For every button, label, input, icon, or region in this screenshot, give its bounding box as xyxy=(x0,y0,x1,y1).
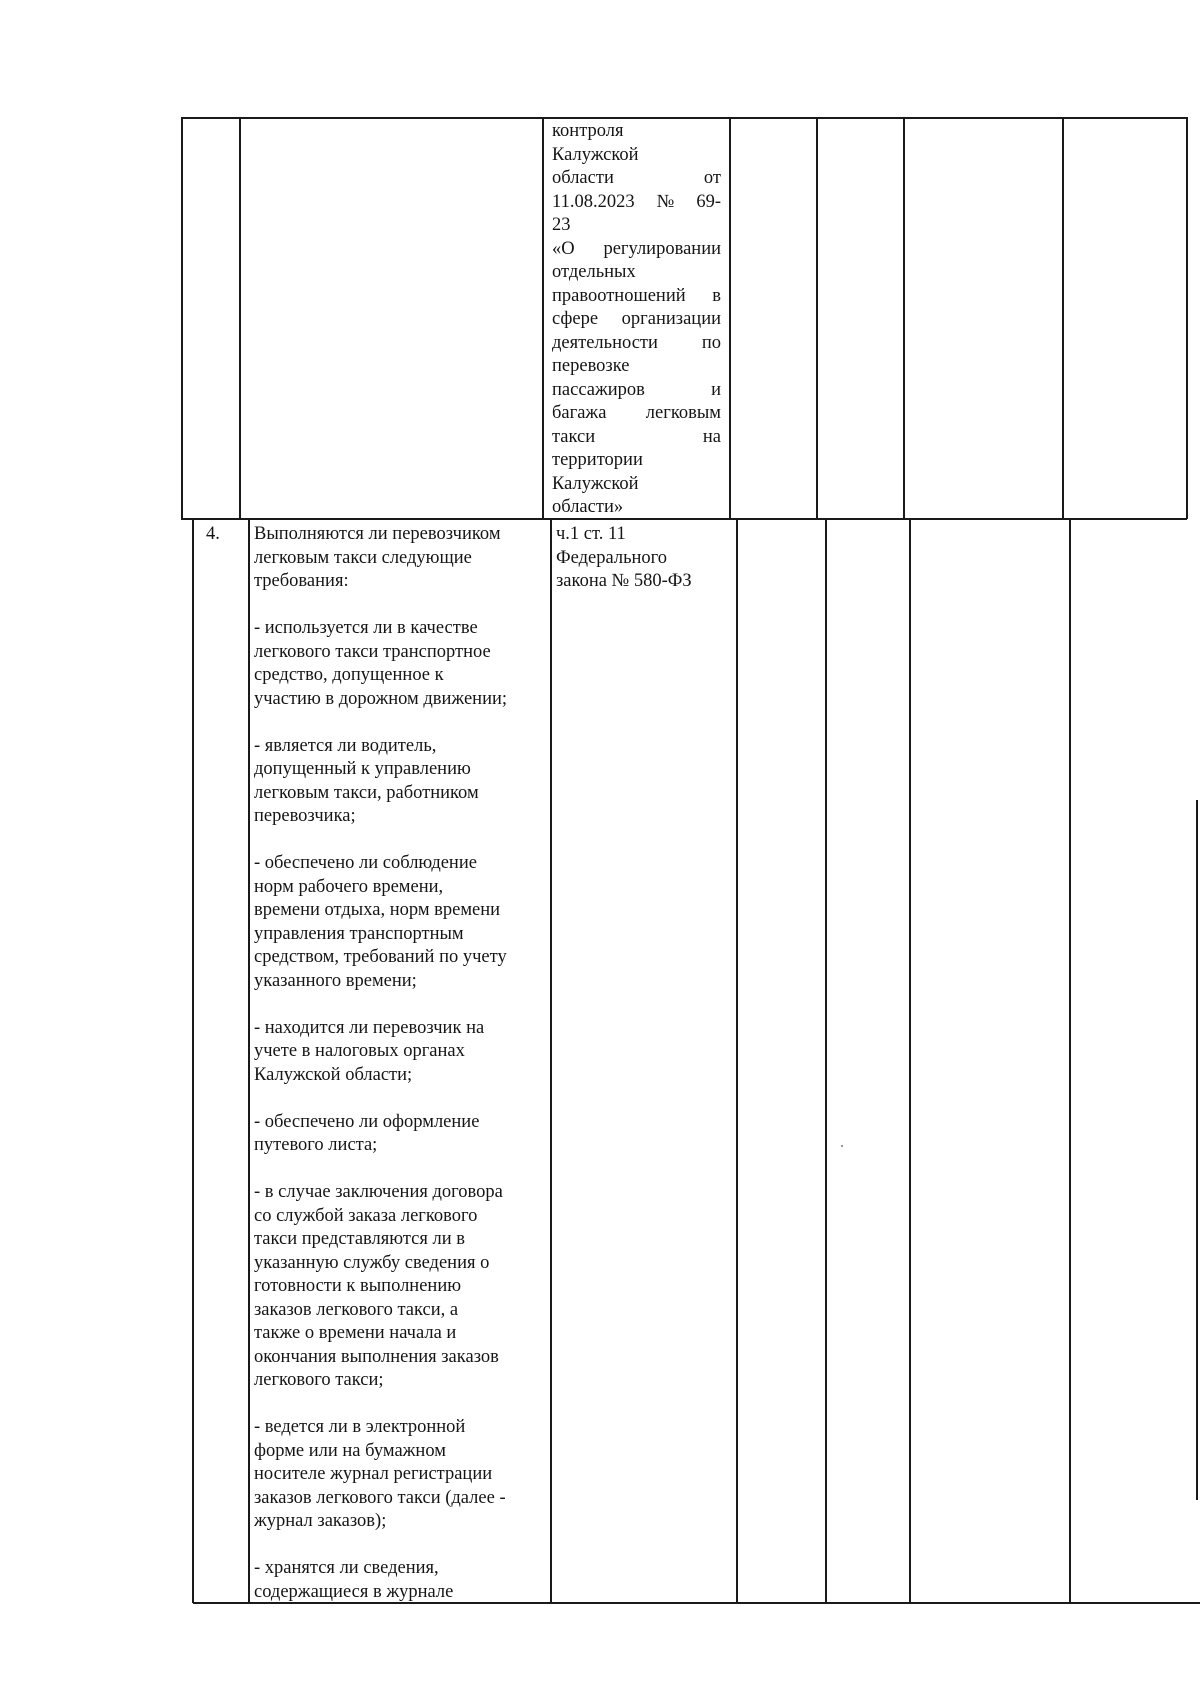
question-text-line: указанного времени; xyxy=(254,970,417,991)
basis-word: от xyxy=(703,168,721,188)
basis-word: правоотношений xyxy=(552,285,686,306)
basis-word: на xyxy=(702,426,721,447)
basis-text-line: ч.1 ст. 11 xyxy=(556,524,626,544)
column-divider xyxy=(1062,117,1064,519)
question-text-line: - обеспечено ли оформление xyxy=(254,1111,480,1132)
basis-text-line: контроля xyxy=(552,121,624,141)
question-text-line: - в случае заключения договора xyxy=(254,1182,503,1202)
question-text-line: форме или на бумажном xyxy=(254,1440,446,1461)
basis-word: «О xyxy=(552,238,575,259)
basis-text-line: перевозке xyxy=(552,356,630,376)
basis-text-line: территории xyxy=(552,450,643,470)
question-text-line: средством, требований по учету xyxy=(254,947,507,967)
basis-word: легковым xyxy=(645,403,721,423)
column-divider xyxy=(729,117,731,519)
column-divider xyxy=(736,519,738,1603)
question-text-line: - ведется ли в электронной xyxy=(254,1417,466,1437)
question-text-line: окончания выполнения заказов xyxy=(254,1346,499,1367)
basis-text-line xyxy=(552,426,721,450)
question-text-line: со службой заказа легкового xyxy=(254,1205,478,1226)
legal-basis-cell xyxy=(552,120,721,520)
column-divider xyxy=(192,519,194,1603)
basis-text-line: Калужской xyxy=(552,144,639,165)
basis-text-line xyxy=(552,332,721,356)
question-text-line: заказов легкового такси (далее - xyxy=(254,1487,506,1508)
question-text-line: Калужской области; xyxy=(254,1064,413,1085)
question-text-line: журнал заказов); xyxy=(254,1511,387,1531)
column-divider xyxy=(542,117,544,519)
basis-word: по xyxy=(701,332,721,353)
column-divider xyxy=(239,117,241,519)
paragraph-gap xyxy=(254,594,546,618)
question-text-line: времени отдыха, норм времени xyxy=(254,900,501,920)
column-divider xyxy=(248,519,250,1603)
question-text-line: - хранятся ли сведения, xyxy=(254,1558,439,1578)
question-text-line: - используется ли в качестве xyxy=(254,618,478,638)
basis-word: 69- xyxy=(696,191,721,212)
column-divider xyxy=(909,519,911,1603)
question-text-line: легковым такси, работником xyxy=(254,782,479,803)
basis-text-line: отдельных xyxy=(552,262,636,282)
basis-word: № xyxy=(656,191,675,212)
question-text-line: - находится ли перевозчик на xyxy=(254,1017,485,1038)
basis-word: и xyxy=(711,379,721,400)
legal-basis-cell xyxy=(556,523,732,594)
basis-word: сфере xyxy=(552,309,599,329)
basis-word: багажа xyxy=(552,403,607,423)
question-text-line: указанную службу сведения о xyxy=(254,1252,490,1273)
column-divider xyxy=(816,117,818,519)
question-text-line: Выполняются ли перевозчиком xyxy=(254,524,501,544)
question-text-line: такси представляются ли в xyxy=(254,1229,466,1249)
basis-text-line: 23 xyxy=(552,215,571,235)
paragraph-gap xyxy=(254,1534,546,1558)
basis-text-line: Федерального xyxy=(556,547,668,568)
basis-text-line xyxy=(552,285,721,309)
column-divider xyxy=(825,519,827,1603)
basis-text-line: Калужской xyxy=(552,473,639,494)
item-number: 4. xyxy=(206,524,220,544)
basis-word: в xyxy=(712,285,721,306)
paragraph-gap xyxy=(254,1087,546,1111)
question-text-line: путевого листа; xyxy=(254,1135,378,1155)
basis-text-line xyxy=(552,167,721,191)
basis-text-line: закона № 580-ФЗ xyxy=(556,571,692,591)
question-text-line: требования: xyxy=(254,571,349,591)
basis-word: деятельности xyxy=(552,332,658,353)
basis-text-line: области» xyxy=(552,497,624,517)
question-text-line: легкового такси; xyxy=(254,1370,384,1390)
question-text-line: - обеспечено ли соблюдение xyxy=(254,853,477,873)
question-text-line: заказов легкового такси, а xyxy=(254,1299,459,1320)
question-text-line: носителе журнал регистрации xyxy=(254,1464,493,1484)
paragraph-gap xyxy=(254,1158,546,1182)
question-text-line: допущенный к управлению xyxy=(254,759,471,779)
column-divider xyxy=(1186,117,1188,519)
basis-word: такси xyxy=(552,426,596,447)
basis-text-line xyxy=(552,191,721,215)
question-text-line: содержащиеся в журнале xyxy=(254,1581,454,1602)
question-text-line: легковым такси следующие xyxy=(254,547,472,568)
scan-artifact xyxy=(841,1145,843,1147)
basis-word: регулировании xyxy=(603,238,721,259)
question-text-line: норм рабочего времени, xyxy=(254,876,444,897)
basis-text-line xyxy=(552,402,721,426)
column-divider xyxy=(1069,519,1071,1603)
question-text-line: легкового такси транспортное xyxy=(254,641,491,662)
question-text-line: перевозчика; xyxy=(254,806,356,826)
requirements-question-cell xyxy=(254,523,546,1604)
paragraph-gap xyxy=(254,993,546,1017)
basis-text-line xyxy=(552,379,721,403)
basis-word: организации xyxy=(621,309,721,329)
basis-word: 11.08.2023 xyxy=(552,191,635,212)
basis-text-line xyxy=(552,308,721,332)
question-text-line: средство, допущенное к xyxy=(254,665,444,685)
column-divider xyxy=(903,117,905,519)
column-divider xyxy=(1196,800,1198,1500)
paragraph-gap xyxy=(254,1393,546,1417)
table-top-border xyxy=(181,117,1187,119)
question-text-line: управления транспортным xyxy=(254,923,464,944)
basis-text-line xyxy=(552,238,721,262)
basis-word: области xyxy=(552,168,614,188)
paragraph-gap xyxy=(254,829,546,853)
basis-word: пассажиров xyxy=(552,379,645,400)
paragraph-gap xyxy=(254,711,546,735)
question-text-line: участию в дорожном движении; xyxy=(254,688,508,709)
question-text-line: - является ли водитель, xyxy=(254,735,437,756)
question-text-line: также о времени начала и xyxy=(254,1323,457,1343)
column-divider xyxy=(181,117,183,519)
column-divider xyxy=(550,519,552,1603)
question-text-line: готовности к выполнению xyxy=(254,1276,462,1296)
question-text-line: учете в налоговых органах xyxy=(254,1041,465,1061)
